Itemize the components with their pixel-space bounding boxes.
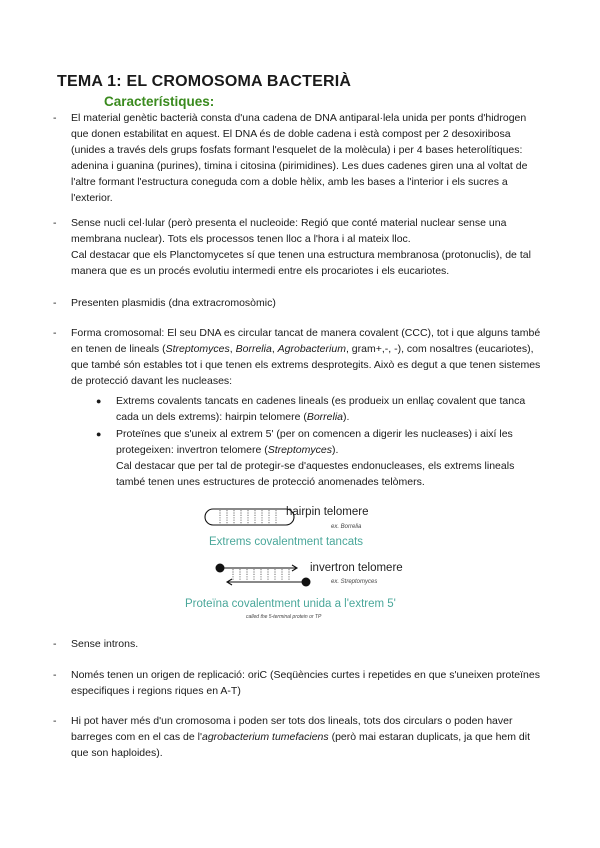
bullet-dash: - [53, 112, 57, 124]
sub-item-hairpin [116, 393, 546, 425]
species-name: Borrelia [306, 411, 344, 424]
bullet-dash: - [53, 217, 57, 229]
paragraph-note-planctomycetes: Cal destacar que els Planctomycetes sí que tenen una estructura membranosa (protonuclis), de tal manera que es un procés evolutiu intermedi entre els procariotes i els eucariotes. [71, 249, 531, 278]
diagram-caption-5-protein: Proteïna covalentment unida a l'extrem 5' [185, 598, 396, 610]
sub-item-text: Extrems covalents tancats en cadenes lineals (es produeix un enllaç covalent que tanca cada un dels extrems): hairpin telomere (Borrelia). [116, 395, 526, 424]
page-title: TEMA 1: EL CROMOSOMA BACTERIÀ [57, 73, 352, 90]
bullet-dash: - [53, 297, 57, 309]
paragraph-text: Sense introns. [71, 638, 139, 650]
hairpin-example-label: ex. Borrelia [331, 524, 362, 530]
sub-bullet-dot: ● [96, 429, 102, 439]
paragraph-text: Hi pot haver més d'un cromosoma i poden ser tots dos lineals, tots dos circulars o poden haver barreges com en el cas de l'agrobacterium tumefaciens (però mai estaran duplicats, ja que hem dit que son haploides). [71, 715, 531, 760]
telomere-diagram [185, 498, 430, 628]
invertron-example-label: ex. Streptomyces [331, 579, 378, 585]
paragraph-replication-origin [71, 667, 545, 699]
species-name: Streptomyces [165, 343, 230, 356]
sub-item-text: Proteïnes que s'uneix al extrem 5' (per on comencen a digerir les nucleases) i així les protegeixen: invertron telomere (Streptomyces). [116, 428, 513, 457]
paragraph-introns [71, 636, 545, 652]
sub-bullet-dot: ● [96, 396, 102, 406]
section-subtitle: Característiques: [104, 94, 215, 109]
terminal-protein-left [216, 564, 225, 573]
paragraph-text: Sense nucli cel·lular (però presenta el nucleoide: Regió que conté material nuclear sense una membrana nuclear). Tots els processos tenen lloc a l'hora i al mateix lloc. [71, 217, 507, 246]
invertron-dna-figure [220, 565, 304, 585]
paragraph-text: Només tenen un origen de replicació: oriC (Seqüències curtes i repetides en que s'uneixen proteïnes especifiques i regions riques en A-T) [71, 669, 540, 698]
bullet-dash: - [53, 715, 57, 727]
diagram-caption-closed-ends: Extrems covalentment tancats [209, 536, 364, 548]
bullet-dash: - [53, 638, 57, 650]
paragraph-text: El material genètic bacterià consta d'una cadena de DNA antiparal·lela unida per ponts d'hidrogen que donen estabilitat en aquest. El DNA és de doble cadena i està compost per 2 desoxiribosa (unides a través dels grups fosfats formant l'esquelet de la molècula) i per 4 bases heterolítiques: adenina i guanina (purines), timina i citosina (pirimidines). Les dues cadenes giren una al voltat de l'altre formant l'estructura coneguda com a doble hèlix, amb les bases a l'interior i els sucres a l'exterior. [71, 112, 528, 205]
bullet-dash: - [53, 669, 57, 681]
invertron-telomere-label: invertron telomere [310, 562, 403, 574]
paragraph-text: Forma cromosomal: El seu DNA es circular tancat de manera covalent (CCC), tot i que alguns també en tenen de lineals (Streptomyces, Borrelia, Agrobacterium, gram+,-, -), com nosaltres (eucariotes), que també són estables tot i que tenen els extrems desprotegits. Això es degut a que tenen sistemes de protecció davant les nucleases: [71, 327, 541, 388]
terminal-protein-right [302, 578, 311, 587]
paragraph-chromosome-form [71, 325, 545, 389]
diagram-caption-note: called the 5-terminal protein or TP [246, 614, 322, 620]
paragraph-plasmids [71, 295, 545, 311]
species-name: agrobacterium tumefaciens [202, 731, 329, 744]
sub-item-invertron [116, 426, 546, 490]
paragraph-multiple-chromosomes [71, 713, 545, 761]
paragraph-genetic-material [71, 110, 545, 207]
species-name: Streptomyces [267, 444, 332, 457]
paragraph-text: Presenten plasmidis (dna extracromosòmic) [71, 297, 276, 309]
species-name: Borrelia [235, 343, 272, 356]
bullet-dash: - [53, 327, 57, 339]
sub-item-note-telomeres: Cal destacar que per tal de protegir-se d'aquestes endonucleases, els extrems lineals també tenen unes estructures de protecció anomenades telòmers. [116, 460, 515, 489]
hairpin-telomere-label: hairpin telomere [286, 506, 369, 518]
paragraph-nucleoid [71, 215, 545, 279]
species-name: Agrobacterium [277, 343, 346, 356]
hairpin-dna-figure [205, 509, 294, 525]
